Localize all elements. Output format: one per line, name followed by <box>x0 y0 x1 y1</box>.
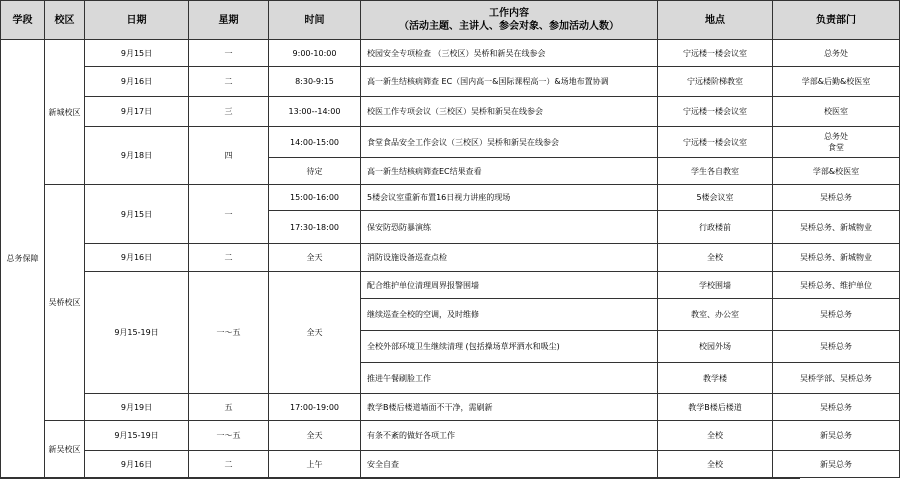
department-cell <box>773 127 900 158</box>
department-cell: 吴桥总务、新城物业 <box>773 244 900 272</box>
location-cell: 学生各自教室 <box>658 158 773 185</box>
weekday-cell: 二 <box>189 244 269 272</box>
content-cell: 推进午餐刷脸工作 <box>361 363 658 394</box>
weekday-cell: 一～五 <box>189 421 269 451</box>
header-time: 时间 <box>269 1 361 40</box>
table-row <box>1 40 900 67</box>
header-content <box>361 1 658 40</box>
location-cell: 校园外场 <box>658 331 773 363</box>
content-cell: 食堂食品安全工作会议（三校区）吴桥和新吴在线参会 <box>361 127 658 158</box>
department-cell: 学部&校医室 <box>773 158 900 185</box>
table-row <box>1 127 900 158</box>
department-line: 食堂 <box>828 143 844 152</box>
table-row <box>1 451 900 478</box>
content-cell: 校园安全专项检查 （三校区）吴桥和新吴在线参会 <box>361 40 658 67</box>
content-cell: 继续巡查全校的空调，及时维修 <box>361 299 658 331</box>
date-cell: 9月16日 <box>85 451 189 478</box>
weekday-cell: 五 <box>189 394 269 421</box>
weekday-cell: 二 <box>189 451 269 478</box>
time-cell: 14:00-15:00 <box>269 127 361 158</box>
campus-cell-wuqiao: 吴桥校区 <box>45 185 85 421</box>
time-cell: 上午 <box>269 451 361 478</box>
location-cell: 全校 <box>658 244 773 272</box>
time-cell: 全天 <box>269 272 361 394</box>
location-cell: 宁远楼阶梯教室 <box>658 67 773 97</box>
department-cell: 新吴总务 <box>773 451 900 478</box>
time-cell: 待定 <box>269 158 361 185</box>
date-cell: 9月17日 <box>85 97 189 127</box>
time-cell: 17:00-19:00 <box>269 394 361 421</box>
content-cell: 校医工作专项会议（三校区）吴桥和新吴在线参会 <box>361 97 658 127</box>
location-cell: 宁远楼一楼会议室 <box>658 97 773 127</box>
location-cell: 行政楼前 <box>658 211 773 244</box>
department-cell: 吴桥总务 <box>773 394 900 421</box>
date-cell: 9月15日 <box>85 40 189 67</box>
header-content-title: 工作内容 <box>489 8 529 19</box>
department-cell: 吴桥总务、维护单位 <box>773 272 900 299</box>
department-cell: 吴桥总务 <box>773 185 900 211</box>
date-cell: 9月15-19日 <box>85 272 189 394</box>
campus-cell-xinwu: 新吴校区 <box>45 421 85 478</box>
content-cell: 保安防恐防暴演练 <box>361 211 658 244</box>
content-cell: 高一新生结核病筛查EC结果查看 <box>361 158 658 185</box>
location-cell: 学校围墙 <box>658 272 773 299</box>
department-cell: 吴桥总务、新城物业 <box>773 211 900 244</box>
content-cell: 安全自查 <box>361 451 658 478</box>
date-cell: 9月19日 <box>85 394 189 421</box>
header-section: 学段 <box>1 1 45 40</box>
content-cell: 全校外部环境卫生继续清理 (包括操场草坪洒水和吸尘) <box>361 331 658 363</box>
time-cell: 9:00-10:00 <box>269 40 361 67</box>
department-line: 总务处 <box>824 132 848 141</box>
weekday-cell: 三 <box>189 97 269 127</box>
department-cell: 吴桥总务 <box>773 299 900 331</box>
weekday-cell: 二 <box>189 67 269 97</box>
department-cell: 校医室 <box>773 97 900 127</box>
content-cell: 教学B楼后楼道墙面不干净，需刷新 <box>361 394 658 421</box>
weekday-cell: 一 <box>189 185 269 244</box>
content-cell: 配合维护单位清理周界报警围墙 <box>361 272 658 299</box>
section-cell: 总务保障 <box>1 40 45 478</box>
date-cell: 9月18日 <box>85 127 189 185</box>
department-cell: 吴桥总务 <box>773 331 900 363</box>
location-cell: 宁远楼一楼会议室 <box>658 127 773 158</box>
content-cell: 高一新生结核病筛查 EC（国内高一&国际课程高一）&场地布置协调 <box>361 67 658 97</box>
time-cell: 17:30-18:00 <box>269 211 361 244</box>
table-row <box>1 97 900 127</box>
table-row <box>1 67 900 97</box>
content-cell: 有条不紊的做好各项工作 <box>361 421 658 451</box>
department-cell: 总务处 <box>773 40 900 67</box>
weekday-cell: 四 <box>189 127 269 185</box>
content-cell: 消防设施设备巡查点检 <box>361 244 658 272</box>
table-row <box>1 421 900 451</box>
weekday-cell: 一 <box>189 40 269 67</box>
table-header-row <box>1 1 900 40</box>
time-cell: 全天 <box>269 421 361 451</box>
department-cell: 新吴总务 <box>773 421 900 451</box>
time-cell: 15:00-16:00 <box>269 185 361 211</box>
header-date: 日期 <box>85 1 189 40</box>
table-row <box>1 244 900 272</box>
date-cell: 9月15日 <box>85 185 189 244</box>
time-cell: 13:00--14:00 <box>269 97 361 127</box>
department-cell: 吴桥学部、吴桥总务 <box>773 363 900 394</box>
location-cell: 5楼会议室 <box>658 185 773 211</box>
header-content-subtitle: （活动主题、主讲人、参会对象、参加活动人数） <box>399 21 619 32</box>
table-row <box>1 394 900 421</box>
campus-cell-xincheng: 新城校区 <box>45 40 85 185</box>
location-cell: 教学楼 <box>658 363 773 394</box>
date-cell: 9月16日 <box>85 67 189 97</box>
time-cell: 全天 <box>269 244 361 272</box>
time-cell: 8:30-9:15 <box>269 67 361 97</box>
content-cell: 5楼会议室重新布置16日视力讲座的现场 <box>361 185 658 211</box>
header-location: 地点 <box>658 1 773 40</box>
table-row <box>1 185 900 211</box>
date-cell: 9月16日 <box>85 244 189 272</box>
location-cell: 全校 <box>658 451 773 478</box>
header-campus: 校区 <box>45 1 85 40</box>
date-cell: 9月15-19日 <box>85 421 189 451</box>
location-cell: 宁远楼一楼会议室 <box>658 40 773 67</box>
header-weekday: 星期 <box>189 1 269 40</box>
table-bottom-edge <box>0 478 800 483</box>
location-cell: 教室、办公室 <box>658 299 773 331</box>
table-row <box>1 272 900 299</box>
location-cell: 全校 <box>658 421 773 451</box>
department-cell: 学部&后勤&校医室 <box>773 67 900 97</box>
location-cell: 教学B楼后楼道 <box>658 394 773 421</box>
weekday-cell: 一～五 <box>189 272 269 394</box>
header-department: 负责部门 <box>773 1 900 40</box>
